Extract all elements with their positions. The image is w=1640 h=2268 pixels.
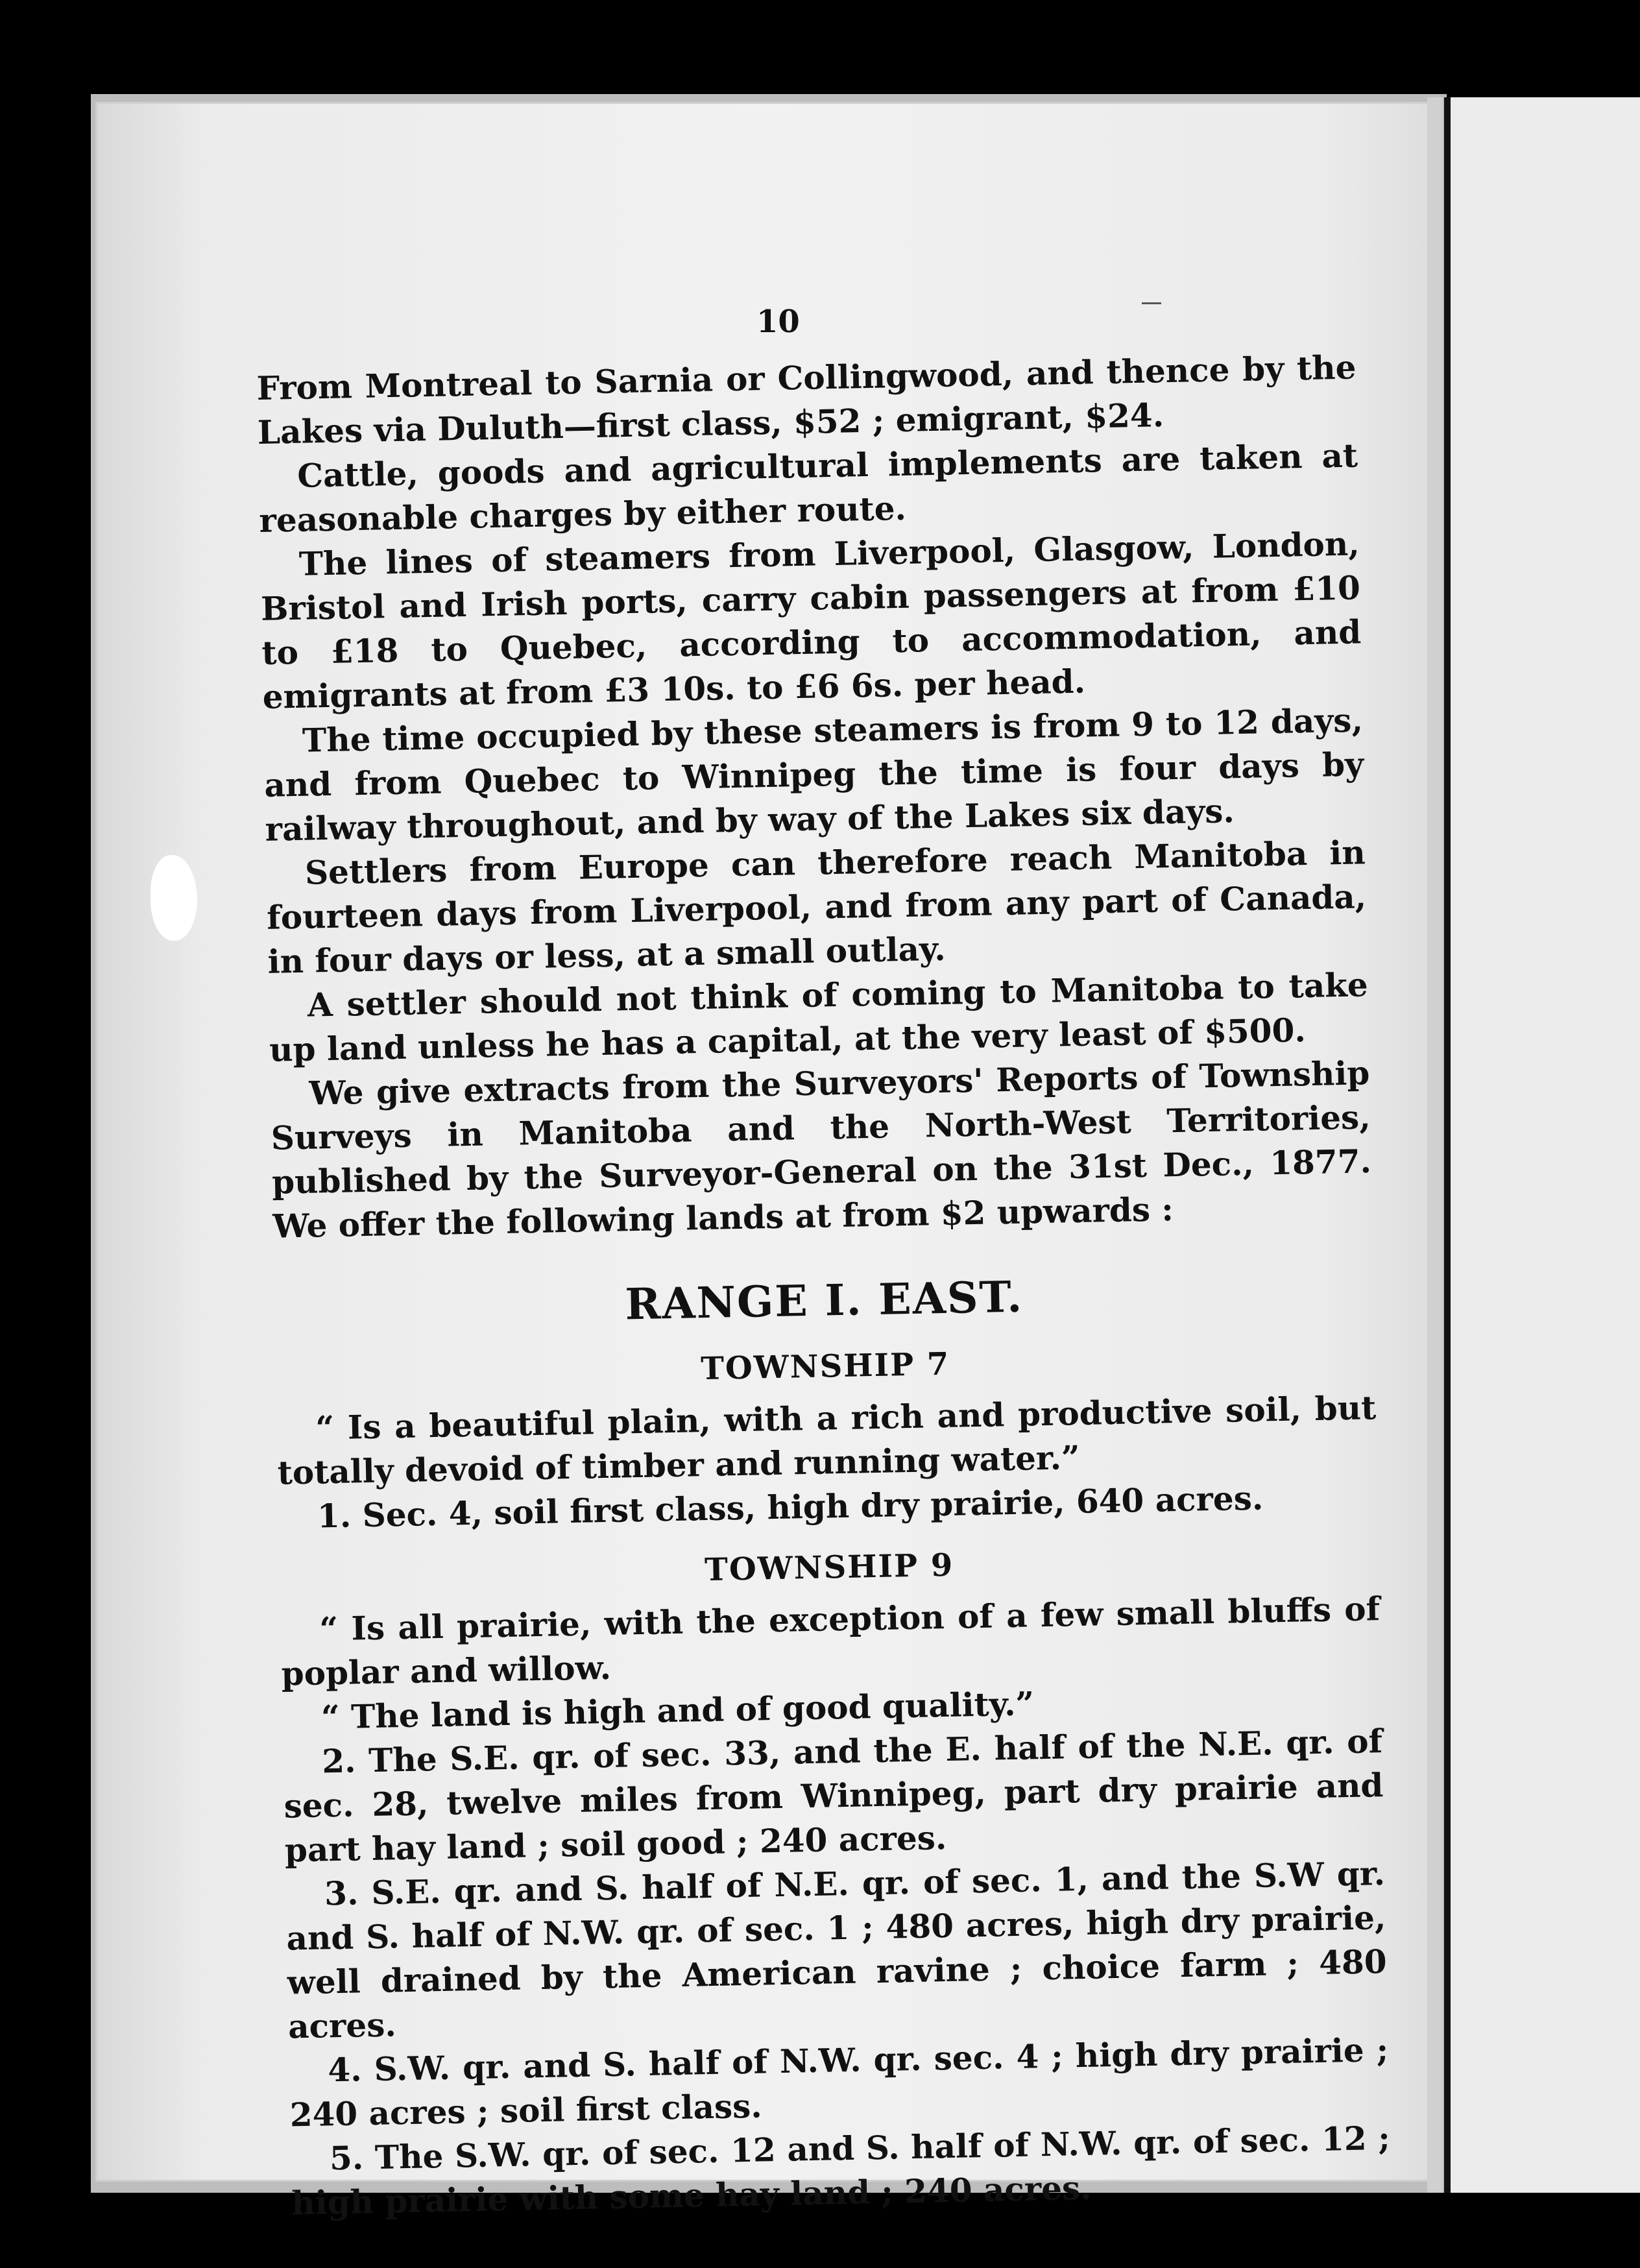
paragraph-extracts: We give extracts from the Surveyors' Reports of Township Surveys in Manitoba and the North-West Territories, published by the Surveyor-General on the 31st Dec., 1877. We offer the following lands at from $2 upwards : <box>271 1054 1372 1246</box>
township-7-heading: TOWNSHIP 7 <box>700 1345 950 1388</box>
paragraph-route: From Montreal to Sarnia or Collingwood, and thence by the Lakes via Duluth—first class, $52 ; emigrant, $24. <box>256 348 1357 452</box>
township-9-lot-4: 4. S.W. qr. and S. half of N.W. qr. sec. 4 ; high dry prairie ; 240 acres ; soil first class. <box>289 2030 1389 2134</box>
paper-blot <box>151 855 197 941</box>
book-gutter <box>1444 97 1451 2193</box>
paragraph-steamers: The lines of steamers from Liverpool, Glasgow, London, Bristol and Irish ports, carry cabin passengers at from £10 to £18 to Quebec, according to accommodation, and emigrants at from £3 10s. to £6 6s. per head. <box>260 524 1362 716</box>
township-9-quote-2: “ The land is high and of good quality.” <box>320 1684 1035 1737</box>
paragraph-capital: A settler should not think of coming to Manitoba to take up land unless he has a capital, at the very least of $500. <box>269 965 1369 1069</box>
township-7-lot-1: 1. Sec. 4, soil first class, high dry prairie, 640 acres. <box>317 1478 1264 1536</box>
township-9-lot-3: 3. S.E. qr. and S. half of N.E. qr. of sec. 1, and the S.W qr. and S. half of N.W. qr. of sec. 1 ; 480 acres, high dry prairie, well drained by the American ravine ; choice farm ; 480 acres. <box>285 1854 1388 2046</box>
facing-page-edge <box>1451 97 1640 2193</box>
pencil-mark <box>1142 302 1161 304</box>
township-9-quote-1: “ Is all prairie, with the exception of a few small bluffs of poplar and willow. <box>281 1589 1381 1693</box>
paragraph-time: The time occupied by these steamers is from 9 to 12 days, and from Quebec to Winnipeg the time is four days by railway throughout, and by way of the Lakes six days. <box>263 701 1364 849</box>
page-edge <box>1427 97 1443 2193</box>
paragraph-cattle: Cattle, goods and agricultural implements are taken at reasonable charges by either route. <box>258 436 1358 540</box>
range-heading: RANGE I. EAST. <box>624 1271 1024 1330</box>
page-body <box>256 345 1392 2225</box>
page-number: 10 <box>756 304 800 340</box>
township-9-lot-2: 2. The S.E. qr. of sec. 33, and the E. half of the N.E. qr. of sec. 28, twelve miles from Winnipeg, part dry prairie and part hay land ; soil good ; 240 acres. <box>283 1722 1384 1870</box>
paragraph-settlers: Settlers from Europe can therefore reach Manitoba in fourteen days from Liverpool, and from any part of Canada, in four days or less, at a small outlay. <box>266 833 1367 981</box>
township-9-heading: TOWNSHIP 9 <box>704 1547 954 1589</box>
township-9-lot-5: 5. The S.W. qr. of sec. 12 and S. half of N.W. qr. of sec. 12 ; high prairie with some hay land ; 240 acres. <box>291 2118 1391 2223</box>
township-7-quote: “ Is a beautiful plain, with a rich and productive soil, but totally devoid of timber and running water.” <box>277 1388 1377 1492</box>
